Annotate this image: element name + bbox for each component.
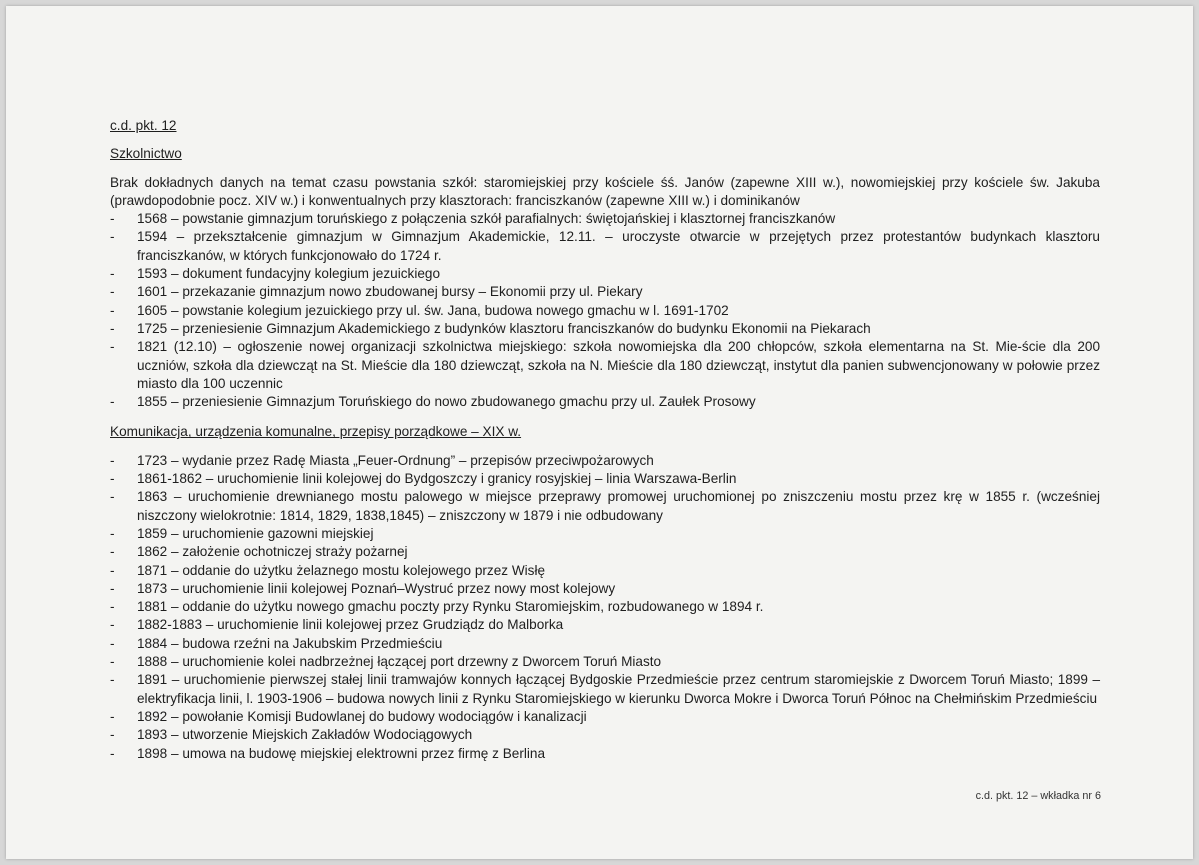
list-item-text: 1601 – przekazanie gimnazjum nowo zbudowanej bursy – Ekonomii przy ul. Piekary [137, 284, 643, 300]
list-item [110, 525, 1100, 543]
list-item-text: 1893 – utworzenie Miejskich Zakładów Wodociągowych [137, 727, 473, 743]
bullet-dash: - [110, 284, 115, 300]
bullet-dash: - [110, 471, 115, 487]
list-item [110, 320, 1100, 338]
list-item [110, 708, 1100, 726]
list-item [110, 598, 1100, 616]
list-item-text: 1568 – powstanie gimnazjum toruńskiego z połączenia szkół parafialnych: świętojańskiej i klasztornej franciszkanów [137, 211, 836, 227]
list-item [110, 228, 1100, 265]
list-item-text: 1821 (12.10) – ogłoszenie nowej organizacji szkolnictwa miejskiego: szkoła nowomiejska dla 200 chłopców, szkoła elementarna na St. Mie-ście dla 200 uczniów, szkoła dla dziewcząt na St. Mieście dla 180 dziewcząt, szkoła na N. Mieście dla 180 dziewcząt, instytut dla panien subwencjonowany w połowie przez miasto dla 100 uczennic [137, 339, 1100, 391]
list-item [110, 470, 1100, 488]
list-item-text: 1884 – budowa rzeźni na Jakubskim Przedmieściu [137, 635, 443, 651]
bullet-dash: - [110, 562, 115, 578]
bullet-dash: - [110, 302, 115, 318]
list-item-text: 1723 – wydanie przez Radę Miasta „Feuer-Ordnung” – przepisów przeciwpożarowych [137, 452, 654, 468]
document-body [110, 117, 1100, 775]
list-item-text: 1871 – oddanie do użytku żelaznego mostu kolejowego przez Wisłę [137, 562, 546, 578]
list-item [110, 265, 1100, 283]
list-item-text: 1898 – umowa na budowę miejskiej elektrowni przez firmę z Berlina [137, 745, 546, 761]
bullet-dash: - [110, 727, 115, 743]
list-item-text: 1863 – uruchomienie drewnianego mostu palowego w miejsce przeprawy promowej uruchomionej po zniszczeniu mostu przez krę w 1855 r. (wcześniej niszczony wielokrotnie: 1814, 1829, 1838,1845) – zniszczony w 1879 i nie odbudowany [137, 489, 1100, 523]
bullet-dash: - [110, 266, 115, 282]
bullet-dash: - [110, 211, 115, 227]
list-item [110, 393, 1100, 411]
bullet-dash: - [110, 489, 115, 505]
list-item [110, 635, 1100, 653]
bullet-dash: - [110, 229, 115, 245]
bullet-dash: - [110, 394, 115, 410]
list-item-text: 1594 – przekształcenie gimnazjum w Gimnazjum Akademickie, 12.11. – uroczyste otwarcie w przejętych przez protestantów budynkach klasztoru franciszkanów, w których funkcjonowało do 1724 r. [137, 229, 1100, 263]
list-item [110, 302, 1100, 320]
bullet-dash: - [110, 580, 115, 596]
list-item [110, 543, 1100, 561]
list-item [110, 562, 1100, 580]
bullet-dash: - [110, 672, 115, 688]
communication-list [110, 452, 1100, 763]
list-item [110, 653, 1100, 671]
list-item [110, 580, 1100, 598]
list-item [110, 616, 1100, 634]
bullet-dash: - [110, 745, 115, 761]
list-item [110, 726, 1100, 744]
bullet-dash: - [110, 617, 115, 633]
page-footer: c.d. pkt. 12 – wkładka nr 6 [975, 790, 1101, 802]
bullet-dash: - [110, 452, 115, 468]
list-item-text: 1882-1883 – uruchomienie linii kolejowej przez Grudziądz do Malborka [137, 617, 564, 633]
list-item [110, 745, 1100, 763]
list-item-text: 1862 – założenie ochotniczej straży pożarnej [137, 544, 408, 560]
list-item-text: 1873 – uruchomienie linii kolejowej Poznań–Wystruć przez nowy most kolejowy [137, 580, 616, 596]
list-item [110, 452, 1100, 470]
list-item [110, 488, 1100, 525]
bullet-dash: - [110, 339, 115, 355]
list-item-text: 1593 – dokument fundacyjny kolegium jezuickiego [137, 266, 441, 282]
list-item [110, 671, 1100, 708]
list-item-text: 1881 – oddanie do użytku nowego gmachu poczty przy Rynku Staromiejskim, rozbudowanego w 1894 r. [137, 599, 764, 615]
schools-list [110, 210, 1100, 411]
list-item-text: 1855 – przeniesienie Gimnazjum Toruńskiego do nowo zbudowanego gmachu przy ul. Zaułek Prosowy [137, 394, 756, 410]
list-item [110, 210, 1100, 228]
bullet-dash: - [110, 599, 115, 615]
list-item-text: 1605 – powstanie kolegium jezuickiego przy ul. św. Jana, budowa nowego gmachu w l. 1691-1702 [137, 302, 729, 318]
list-item [110, 338, 1100, 393]
bullet-dash: - [110, 708, 115, 724]
bullet-dash: - [110, 525, 115, 541]
list-item-text: 1891 – uruchomienie pierwszej stałej linii tramwajów konnych łączącej Bydgoskie Przedmieście przez centrum staromiejskie z Dworcem Toruń Miasto; 1899 – elektryfikacja linii, l. 1903-1906 – budowa nowych linii z Rynku Staromiejskiego w kierunku Dworca Mokre i Dworca Toruń Północ na Chełmińskim Przedmieściu [137, 672, 1100, 706]
list-item [110, 283, 1100, 301]
bullet-dash: - [110, 654, 115, 670]
list-item-text: 1892 – powołanie Komisji Budowlanej do budowy wodociągów i kanalizacji [137, 708, 587, 724]
section-heading-schools: Szkolnictwo [110, 146, 182, 162]
list-item-text: 1859 – uruchomienie gazowni miejskiej [137, 525, 374, 541]
schools-intro: Brak dokładnych danych na temat czasu powstania szkół: staromiejskiej przy kościele śś. Janów (zapewne XIII w.), nowomiejskiej przy kościele św. Jakuba (prawdopodobnie pocz. XIV w.) i konwentualnych przy klasztorach: franciszkanów (zapewne XIII w.) i dominikanów [110, 174, 1100, 208]
page-reference: c.d. pkt. 12 [110, 118, 177, 133]
list-item-text: 1725 – przeniesienie Gimnazjum Akademickiego z budynków klasztoru franciszkanów do budynku Ekonomii na Piekarach [137, 320, 871, 336]
bullet-dash: - [110, 320, 115, 336]
list-item-text: 1888 – uruchomienie kolei nadbrzeżnej łączącej port drzewny z Dworcem Toruń Miasto [137, 654, 662, 670]
list-item-text: 1861-1862 – uruchomienie linii kolejowej do Bydgoszczy i granicy rosyjskiej – linia Warszawa-Berlin [137, 471, 737, 487]
document-page [6, 6, 1193, 859]
bullet-dash: - [110, 635, 115, 651]
bullet-dash: - [110, 544, 115, 560]
section-heading-communication: Komunikacja, urządzenia komunalne, przepisy porządkowe – XIX w. [110, 424, 522, 440]
